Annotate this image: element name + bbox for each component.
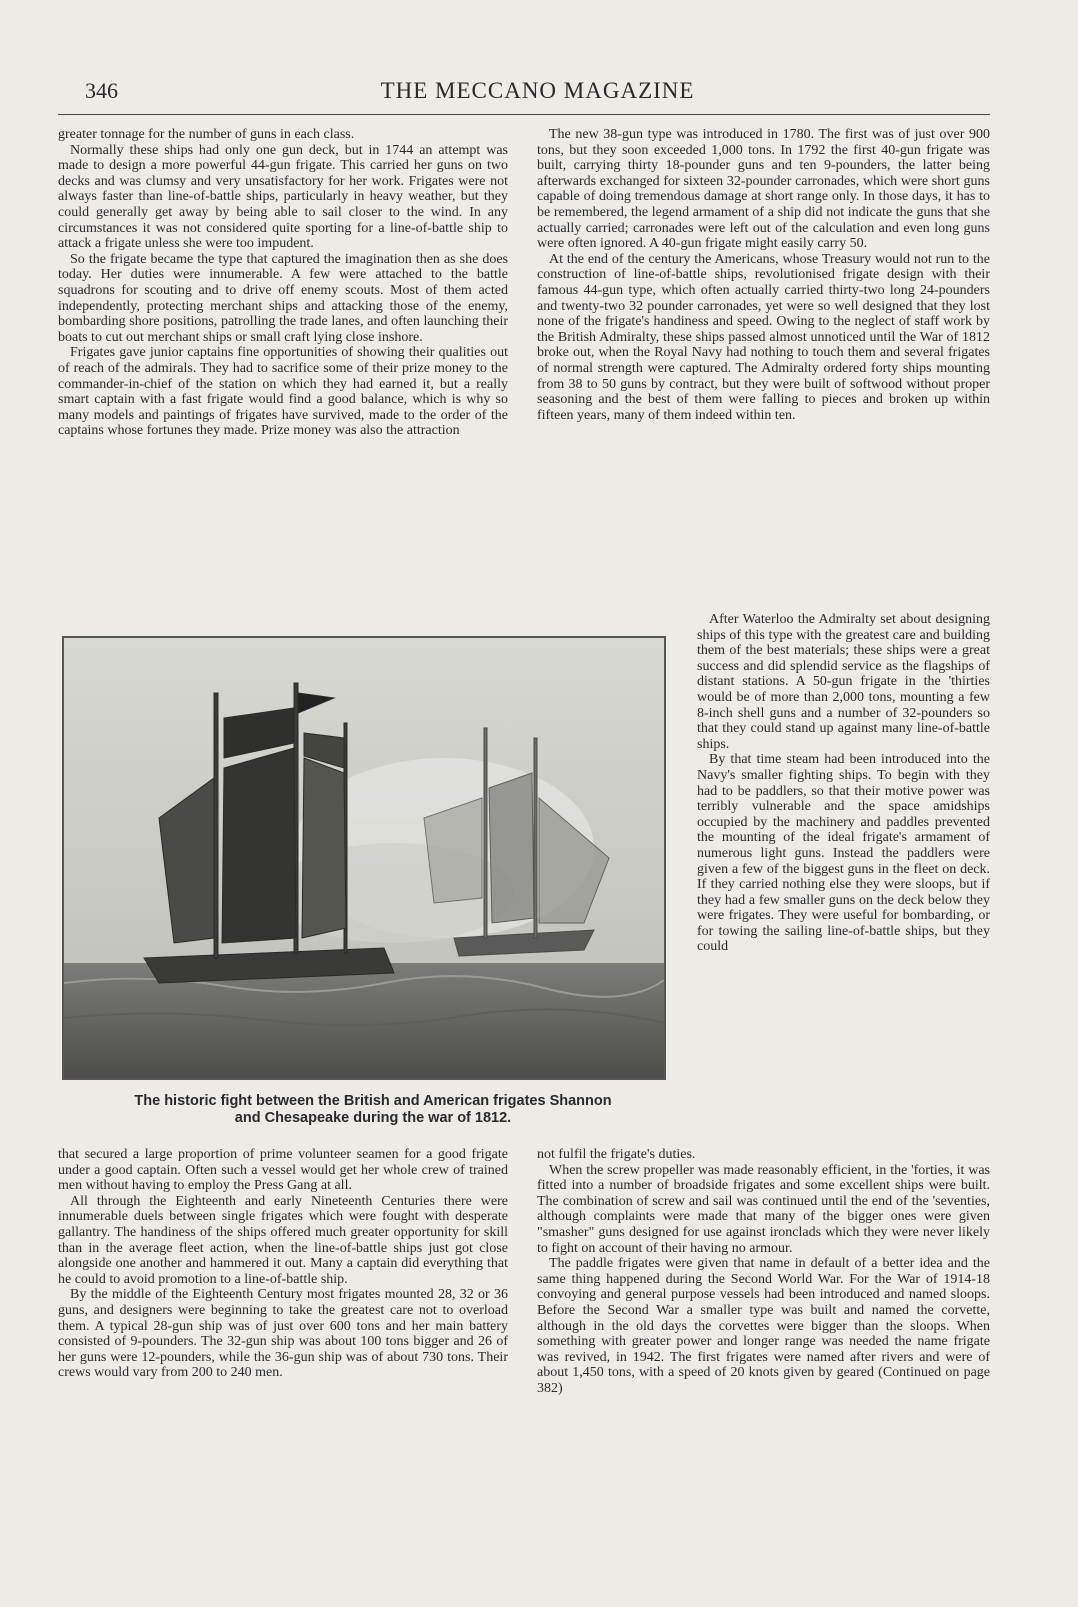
ship-engraving (64, 638, 664, 1078)
page-number: 346 (85, 78, 118, 103)
header-rule (58, 114, 990, 115)
figure-caption (58, 1093, 688, 1127)
illustration-frigates-battle (62, 636, 666, 1080)
paragraph: After Waterloo the Admiralty set about designing ships of this type with the greatest care and building them of the best materials; these ships were a great success and did splendid service as the flagships of distant stations. A 50-gun frigate in the 'thirties would be of more than 2,000 tons, mounting a few 8-inch shell guns and a number of 32-pounders so that they could stand up against many line-of-battle ships. (697, 612, 990, 752)
paragraph: not fulfil the frigate's duties. (537, 1147, 696, 1162)
paragraph: At the end of the century the Americans, whose Treasury would not run to the construction of line-of-battle ships, revolutionised frigate design with their famous 44-gun type, which often actually carried thirty-two long 24-pounders and twenty-two 32 pounder carronades, yet were so well designed that they lost none of the frigate's handiness and speed. Owing to the neglect of staff work by the British Admiralty, these ships passed almost unnoticed until the War of 1812 broke out, when the Royal Navy had nothing to touch them and several frigates of normal strength were captured. The Admiralty ordered forty ships mounting from 38 to 50 guns by contract, but they were built of softwood without proper seasoning and the best of them were falling to pieces and broken up within fifteen years, many of them indeed within ten. (537, 251, 990, 423)
paragraph: When the screw propeller was made reasonably efficient, in the 'forties, it was fitted into a number of broadside frigates and some excellent ships were built. The combination of screw and sail was continued until the end of the 'seventies, although complaints were made that many of the bigger ones were given "smasher" guns designed for use against ironclads which they were never likely to fight on account of their having no armour. (537, 1162, 990, 1256)
paragraph: All through the Eighteenth and early Nineteenth Centuries there were innumerable duels between single frigates which were fought with desperate gallantry. The handiness of the ships offered much greater opportunity for skill than in the average fleet action, when the line-of-battle ships just got close alongside one another and hammered it out. Many a captain did everything that he could to avoid promotion to a line-of-battle ship. (58, 1193, 508, 1287)
paragraph: By that time steam had been introduced into the Navy's smaller fighting ships. To begin with they had to be paddlers, so that their motive power was terribly vulnerable and the space amidships occupied by the machinery and paddles prevented the mounting of the ideal frigate's armament of numerous light guns. Instead the paddlers were given a few of the biggest guns in the fleet on deck. If they carried nothing else they were sloops, but if they had a few smaller guns on the deck below they were frigates. They were useful for bombarding, or for towing the sailing line-of-battle ships, but they could (697, 752, 990, 955)
paragraph: greater tonnage for the number of guns in each class. (58, 127, 355, 142)
paragraph: Normally these ships had only one gun deck, but in 1744 an attempt was made to design a more powerful 44-gun frigate. This carried her guns on two decks and was clumsy and very unsatisfactory for her work. Frigates were not always faster than line-of-battle ships, particularly in heavy weather, but they could generally get away by being able to sail closer to the wind. In any circumstances it was not considered quite sporting for a line-of-battle ship to attack a frigate unless she were too impudent. (58, 142, 508, 252)
column-right-bottom (537, 1147, 990, 1397)
paragraph: Frigates gave junior captains fine opportunities of showing their qualities out of reach of the admirals. They had to sacrifice some of their prize money to the commander-in-chief of the station on which they had earned it, but a really smart captain with a fast frigate would find a good balance, which is why so many models and paintings of frigates have survived, made to the order of the captains whose fortunes they made. Prize money was also the attraction (58, 345, 508, 439)
paragraph: So the frigate became the type that captured the imagination then as she does today. Her duties were innumerable. A few were attached to the battle squadrons for scouting and to drive off enemy scouts. Most of them acted independently, protecting merchant ships and attacking those of the enemy, bombarding shore positions, patrolling the trade lanes, and often launching their boats to cut out merchant ships or small craft lying close inshore. (58, 251, 508, 345)
page-header (85, 78, 990, 110)
column-left-top (58, 127, 508, 439)
caption-line: The historic fight between the British and American frigates Shannon (134, 1093, 612, 1109)
column-right-top (537, 127, 990, 423)
paragraph: By the middle of the Eighteenth Century most frigates mounted 28, 32 or 36 guns, and designers were beginning to take the greatest care not to overload them. A typical 28-gun ship was of just over 600 tons and her main battery consisted of 9-pounders. The 32-gun ship was about 100 tons bigger and 26 of her guns were 12-pounders, while the 36-gun ship was of about 730 tons. Their crews would vary from 200 to 240 men. (58, 1287, 508, 1381)
paragraph: The new 38-gun type was introduced in 1780. The first was of just over 900 tons, but they soon exceeded 1,000 tons. In 1792 the first 40-gun frigate was built, carrying thirty 18-pounder guns and ten 9-pounders, the latter being afterwards exchanged for sixteen 32-pounder carronades, which were short guns capable of doing tremendous damage at short range only. In those days, it has to be remembered, the legend armament of a ship did not indicate the guns that she actually carried; carronades were left out of the calculation and even long guns were often ignored. A 40-gun frigate might easily carry 50. (537, 127, 990, 252)
magazine-title: THE MECCANO MAGAZINE (380, 78, 695, 103)
paragraph: that secured a large proportion of prime volunteer seamen for a good frigate under a good captain. Often such a vessel would get her whole crew of trained men without having to employ the Press Gang at all. (58, 1147, 508, 1194)
paragraph: The paddle frigates were given that name in default of a better idea and the same thing happened during the Second World War. For the War of 1914-18 convoying and general purpose vessels had been introduced and named sloops. Before the Second War a smaller type was built and named the corvette, although in the old days the corvettes were bigger than the sloops. When something with greater power and longer range was needed the name frigate was revived, in 1942. The first frigates were named after rivers and were of about 1,450 tons, with a speed of 20 knots given by geared (Continued on page 382) (537, 1256, 990, 1396)
caption-line: and Chesapeake during the war of 1812. (234, 1110, 512, 1126)
column-right-narrow (697, 612, 990, 955)
column-left-bottom (58, 1147, 508, 1381)
